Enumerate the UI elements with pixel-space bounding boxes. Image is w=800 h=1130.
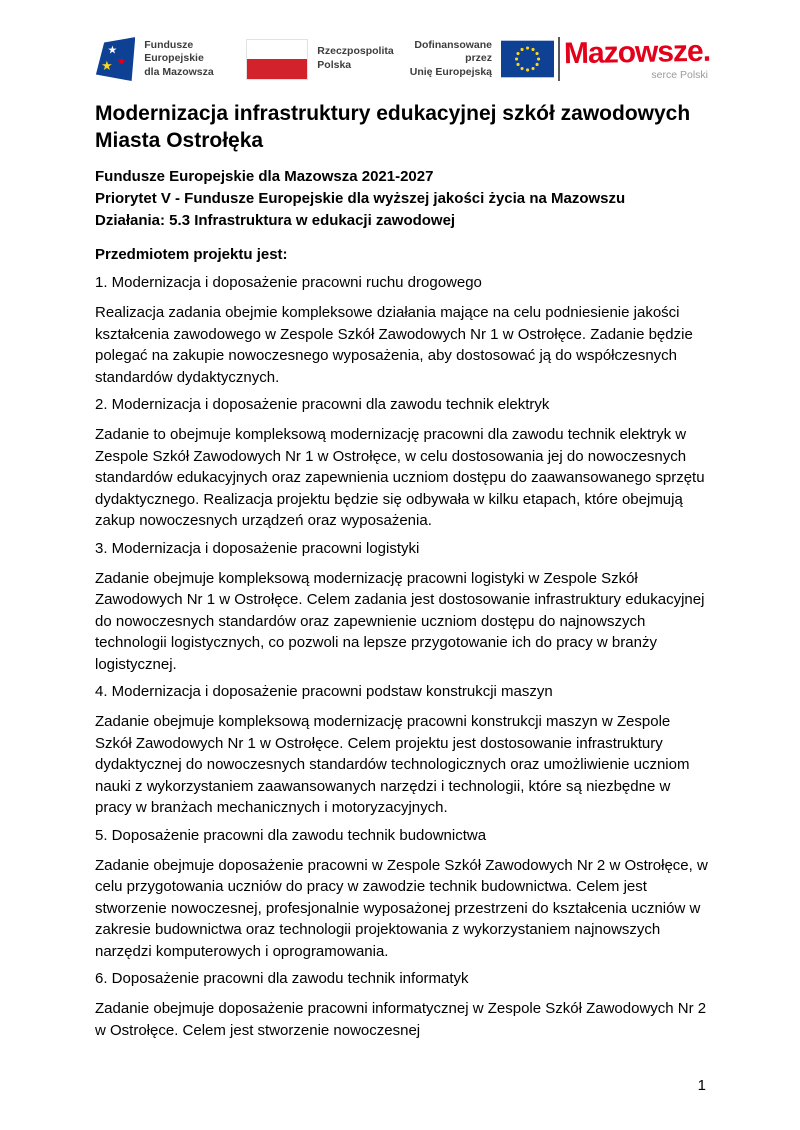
project-item xyxy=(95,681,710,819)
eu-funding-logo xyxy=(394,39,554,80)
eu-logo-line2: Unię Europejską xyxy=(409,65,493,78)
section-heading: Przedmiotem projektu jest: xyxy=(95,246,288,263)
item-body: Zadanie obejmuje kompleksową modernizację pracowni konstrukcji maszyn w Zespole Szkół Zawodowych Nr 1 w Ostrołęce. Celem projektu jest dostosowanie infrastruktury dydaktycznej do nowoczesnych standardów technologicznych oraz umożliwienie uczniom nauki z wykorzystaniem zaawansowanych narzędzi i technologii, które są niezbędne w pracy w branżach mechanicznych i motoryzacyjnych. xyxy=(95,713,690,816)
item-heading: 5. Doposażenie pracowni dla zawodu technik budownictwa xyxy=(95,826,487,844)
item-body: Zadanie obejmuje doposażenie pracowni w Zespole Szkół Zawodowych Nr 2 w Ostrołęce, w celu przygotowania uczniów do pracy w zawodzie technik budownictwa. Celem jest stworzenie nowoczesnej, profesjonalnie wyposażonej przestrzeni do kształcenia uczniów w zakresie budownictwa oraz technologii projektowania z wykorzystaniem najnowszych narzędzi komputerowych i oprogramowania. xyxy=(95,856,708,960)
page-number: 1 xyxy=(697,1077,706,1094)
header-divider xyxy=(558,37,560,81)
fe-logo-line1: Fundusze Europejskie xyxy=(144,38,204,65)
poland-logo xyxy=(246,39,393,80)
item-heading: 1. Modernizacja i doposażenie pracowni ruchu drogowego xyxy=(95,274,482,291)
item-heading: 4. Modernizacja i doposażenie pracowni podstaw konstrukcji maszyn xyxy=(95,683,553,700)
item-body: Zadanie obejmuje doposażenie pracowni informatycznej w Zespole Szkół Zawodowych Nr 2 w Ostrołęce. Celem jest stworzenie nowoczesnej xyxy=(95,1000,707,1039)
item-body: Zadanie obejmuje kompleksową modernizację pracowni logistyki w Zespole Szkół Zawodowych Nr 1 w Ostrołęce. Celem zadania jest dostosowanie infrastruktury edukacyjnej do nowoczesnych standardów oraz zapewnienie uczniom dostępu do najnowszych technologii logistycznych, co pozwoli na lepsze przygotowanie ich do pracy w branży logistycznej. xyxy=(95,569,705,673)
fe-logo-line2: dla Mazowsza xyxy=(144,65,214,78)
item-heading: 6. Doposażenie pracowni dla zawodu technik informatyk xyxy=(95,970,469,987)
poland-logo-line1: Rzeczpospolita xyxy=(317,45,394,58)
fe-mazowsza-logo xyxy=(95,34,246,84)
eu-logo-label xyxy=(394,39,492,80)
project-item xyxy=(95,968,710,1041)
document-title: Modernizacja infrastruktury edukacyjnej szkół zawodowych Miasta Ostrołęka xyxy=(95,102,691,152)
item-heading: 2. Modernizacja i doposażenie pracowni dla zawodu technik elektryk xyxy=(95,396,550,413)
item-body: Realizacja zadania obejmie kompleksowe działania mające na celu podniesienie jakości kształcenia zawodowego w Zespole Szkół Zawodowych Nr 1 w Ostrołęce. Zadanie będzie polegać na zakupie nowoczesnego wyposażenia, aby dostosować ją do współczesnych standardów dydaktycznych. xyxy=(95,304,693,386)
program-line: Priorytet V - Fundusze Europejskie dla wyższej jakości życia na Mazowszu xyxy=(95,190,626,207)
eu-flag-icon xyxy=(501,39,554,79)
svg-text:★: ★ xyxy=(107,43,118,57)
program-line: Fundusze Europejskie dla Mazowsza 2021-2027 xyxy=(95,168,434,185)
item-heading: 3. Modernizacja i doposażenie pracowni logistyki xyxy=(95,539,420,557)
mazowsze-wordmark: Mazowsze. xyxy=(563,34,711,70)
svg-text:★: ★ xyxy=(117,56,127,68)
project-item xyxy=(95,825,710,963)
project-item xyxy=(95,538,710,676)
project-item xyxy=(95,272,710,388)
mazowsze-logo xyxy=(563,34,711,81)
poland-logo-label xyxy=(317,45,393,72)
project-item xyxy=(95,394,710,532)
fe-logo-label xyxy=(144,39,246,80)
mazowsze-tagline: serce Polski xyxy=(651,68,708,81)
poland-logo-line2: Polska xyxy=(317,59,352,71)
item-body: Zadanie to obejmuje kompleksową modernizację pracowni dla zawodu technik elektryk w Zespole Szkół Zawodowych Nr 1 w Ostrołęce, w celu dostosowania jej do nowoczesnych standardów edukacyjnych oraz zapewnienia uczniom dostępu do zaawansowanego sprzętu dydaktycznego. Realizacja projektu będzie się odbywała w kilku etapach, które obejmują zakup nowoczesnych urządzeń oraz wyposażenia. xyxy=(95,426,705,529)
logo-header xyxy=(95,30,710,88)
svg-text:★: ★ xyxy=(101,58,113,74)
poland-flag-icon xyxy=(246,39,308,80)
program-info xyxy=(95,166,710,232)
eu-logo-line1: Dofinansowane przez xyxy=(414,38,493,65)
fe-flag-icon xyxy=(95,34,135,84)
program-line: Działania: 5.3 Infrastruktura w edukacji zawodowej xyxy=(95,212,456,229)
